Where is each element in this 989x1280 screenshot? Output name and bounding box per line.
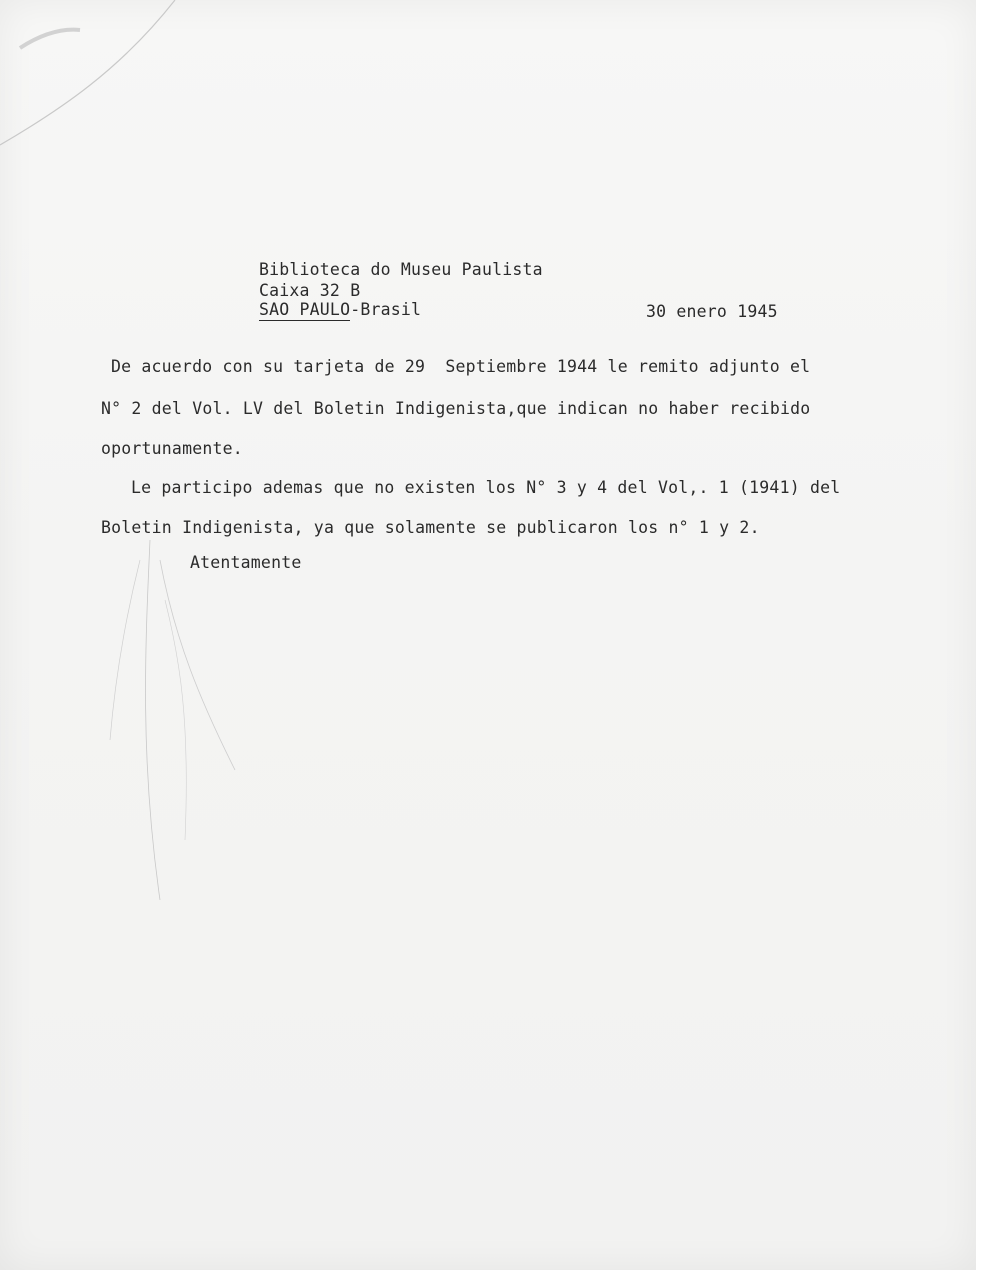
address-line-city [259,300,421,320]
body-paragraph-1-line-1: De acuerdo con su tarjeta de 29 Septiembre 1944 le remito adjunto el [111,357,811,376]
letter-date: 30 enero 1945 [646,302,778,321]
body-paragraph-2-line-2: Boletin Indigenista, ya que solamente se publicaron los n° 1 y 2. [101,518,760,537]
address-line-box: Caixa 32 B [259,281,361,300]
scan-border-bottom [0,1270,989,1280]
address-line-institution: Biblioteca do Museu Paulista [259,260,543,279]
body-paragraph-1-line-2: N° 2 del Vol. LV del Boletin Indigenista,que indican no haber recibido [101,399,811,418]
body-paragraph-2-line-1: Le participo ademas que no existen los N° 3 y 4 del Vol,. 1 (1941) del [131,478,841,497]
body-paragraph-1-line-3: oportunamente. [101,439,243,458]
scan-border-right [976,0,989,1280]
address-city-underlined: SAO PAULO [259,300,351,319]
closing-salutation: Atentamente [190,553,302,572]
address-country: -Brasil [350,300,422,319]
